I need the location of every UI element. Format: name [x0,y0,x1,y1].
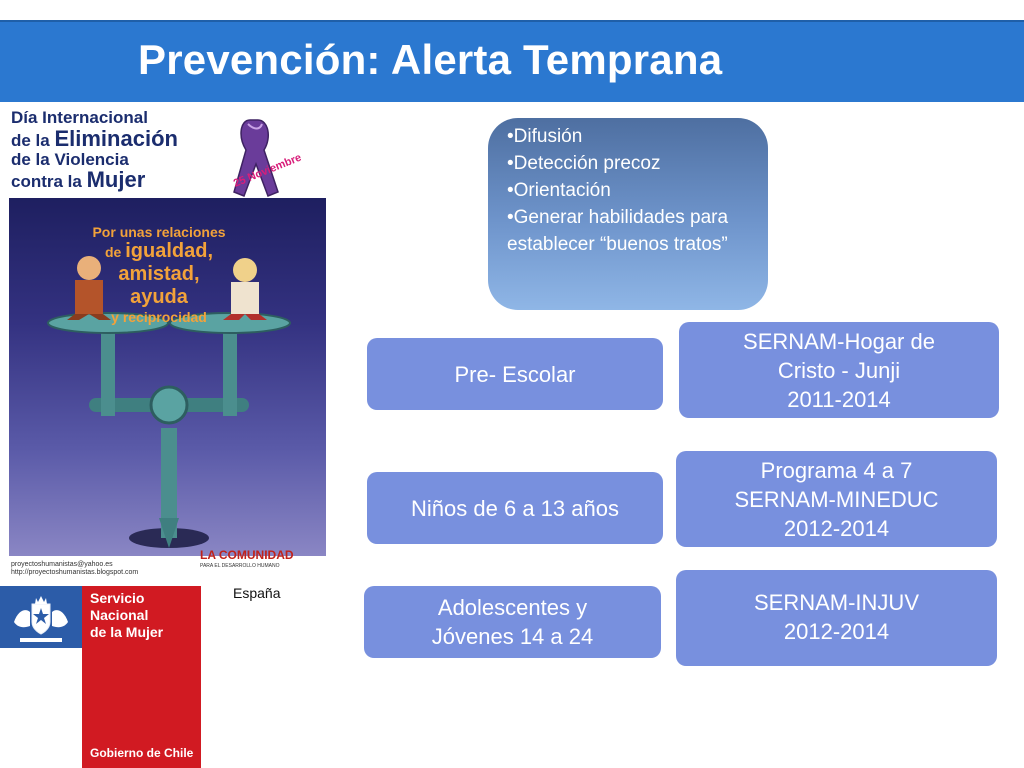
poster-heading-line4b: Mujer [86,167,146,193]
bullet-item: •Orientación [507,180,611,201]
group-label-adolescentes: Adolescentes y Jóvenes 14 a 24 [431,595,594,649]
bullet-item: •Generar habilidades para establecer “buenos tratos” [507,207,729,255]
poster-brand-name: LA COMUNIDAD [200,548,294,562]
poster-heading [11,109,178,192]
slogan-line2a: de [104,244,126,261]
poster-caption: España [233,585,281,601]
slogan-line2 [69,240,249,263]
group-box-adolescentes [364,586,661,658]
poster-footer [11,561,138,578]
campaign-poster [8,106,326,584]
poster-heading-line1: Día Internacional [11,108,148,127]
slogan-line2b: igualdad, [125,240,214,263]
sernam-logo [0,586,201,768]
program-box-hogar-de-cristo [679,322,999,418]
poster-heading-line2a: de la [11,130,55,150]
poster-url: http://proyectoshumanistas.blogspot.com [11,569,139,577]
program-box-injuv [676,570,997,666]
slide-title: Prevención: Alerta Temprana [138,36,723,83]
bullet-item: •Difusión [507,126,583,147]
group-box-ninos [367,472,663,544]
logo-white-block [0,648,82,768]
poster-brand [200,548,294,569]
program-box-mineduc [676,451,997,547]
slogan-line3: amistad, [118,263,200,286]
program-label-injuv: SERNAM-INJUV 2012-2014 [753,590,919,644]
ribbon-date-label: 25 Noviembre [231,151,304,190]
sernam-name [90,590,163,641]
program-label-mineduc: Programa 4 a 7 SERNAM-MINEDUC 2012-2014 [734,457,939,541]
group-box-preescolar [367,338,663,410]
slogan-line4: ayuda [130,286,188,309]
poster-heading-line4a: contra la [11,172,87,192]
poster-brand-subtitle: PARA EL DESARROLLO HUMANO [200,563,280,569]
poster-email: proyectoshumanistas@yahoo.es [11,561,113,568]
gobierno-label: Gobierno de Chile [90,746,194,760]
slogan-line1: Por unas relaciones [92,224,226,240]
slogan-line5: y reciprocidad [111,309,207,326]
ribbon-icon [220,112,310,202]
poster-heading-line3: de la Violencia [11,149,129,169]
bullet-item: •Detección precoz [507,153,661,174]
group-label-preescolar: Pre- Escolar [454,361,576,387]
group-label-ninos: Niños de 6 a 13 años [411,495,619,521]
program-label-hogar-de-cristo: SERNAM-Hogar de Cristo - Junji 2011-2014 [743,328,935,412]
poster-slogan [69,224,249,325]
sernam-name-line1: Servicio [90,590,145,606]
poster-heading-line2b: Eliminación [54,125,178,151]
sernam-name-line2: Nacional [90,607,149,624]
sernam-name-line3: de la Mujer [90,624,164,641]
bullet-panel [488,118,768,310]
coat-of-arms-icon [6,592,76,646]
poster-illustration [9,198,326,556]
